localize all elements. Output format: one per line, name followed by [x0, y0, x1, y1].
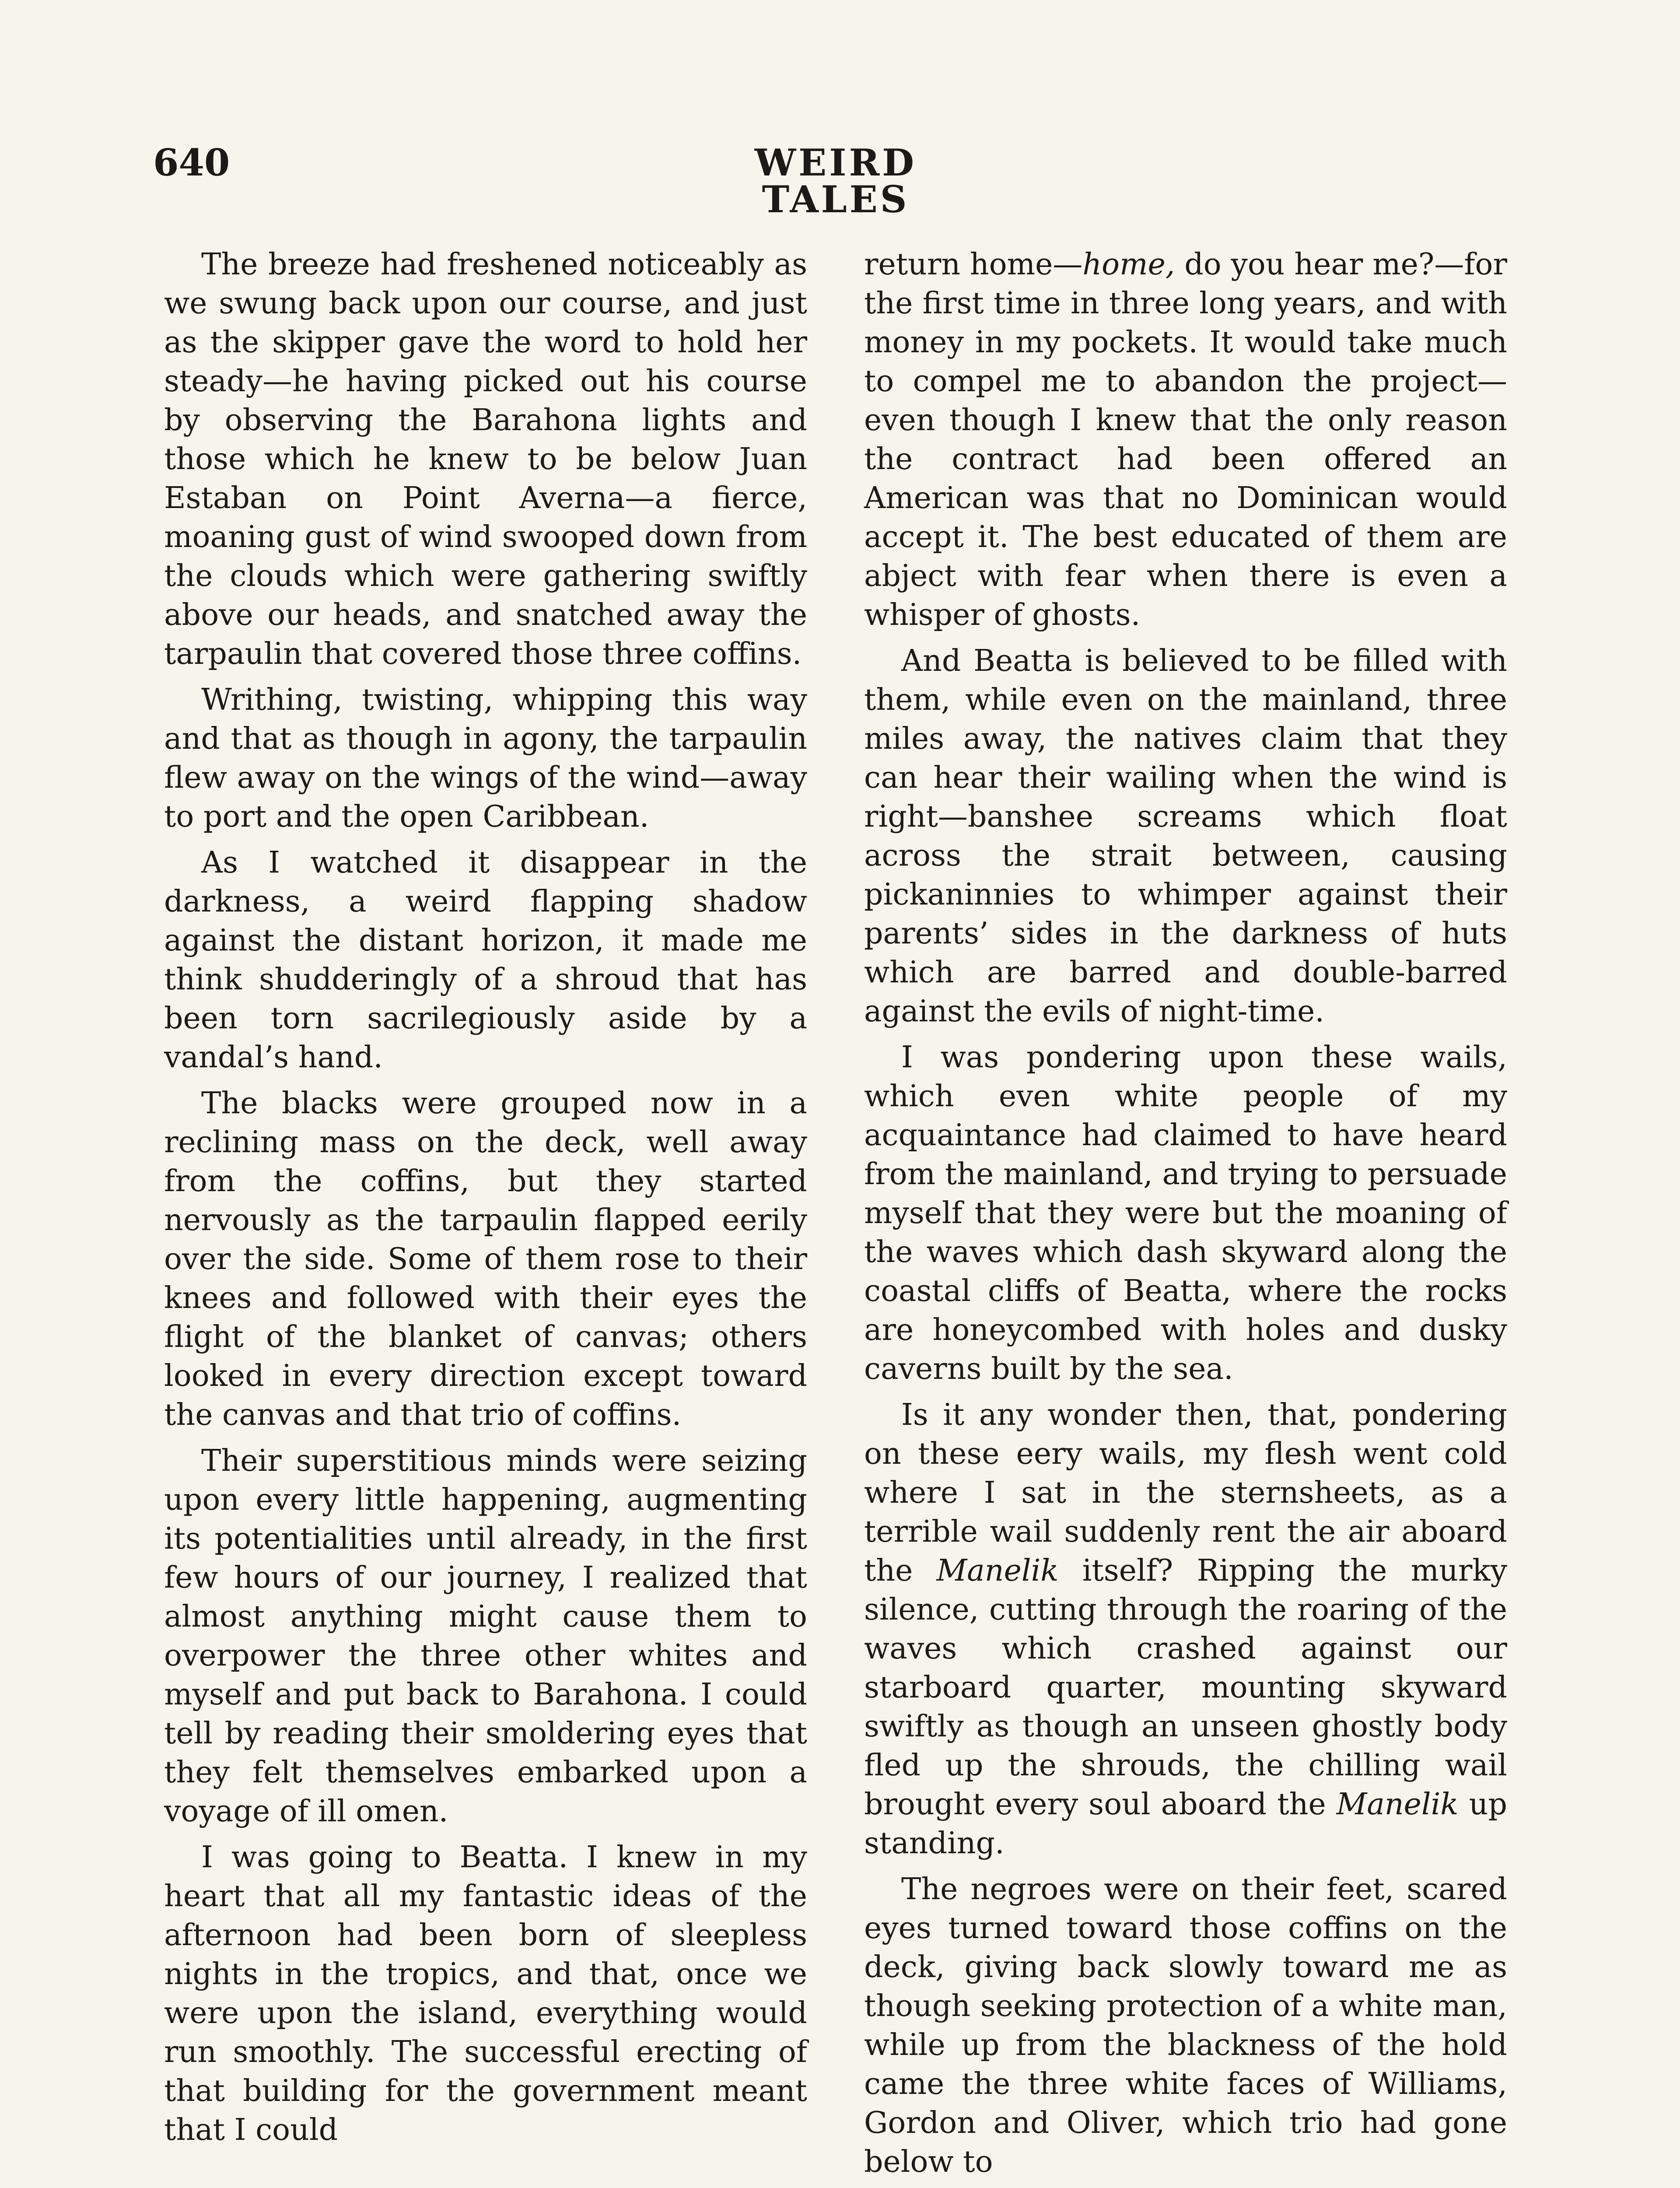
paragraph-continued — [864, 245, 1507, 635]
text-run: up standing. — [864, 1787, 1507, 1861]
paragraph: The breeze had freshened noticeably as we swung back upon our course, and just as the skipper gave the word to hold her steady—he having picked out his course by observing the Barahona lights and those which he knew to be below Juan Estaban on Point Averna—a fierce, moaning gust of wind swooped down from the clouds which were gathering swiftly above our heads, and snatched away the tarpaulin that covered those three coffins. — [164, 247, 807, 671]
paragraph: The blacks were grouped now in a reclining mass on the deck, well away from the coffins, but they started nervously as the tarpaulin flapped eerily over the side. Some of them rose to their knees and followed with their eyes the flight of the blanket of canvas; others looked in every direction except toward the canvas and that trio of coffins. — [164, 1086, 807, 1432]
emphasis-home: home, — [1082, 247, 1175, 282]
right-column — [864, 245, 1507, 2188]
paragraph: And Beatta is believed to be filled with them, while even on the mainland, three miles away, the natives claim that they can hear their wailing when the wind is right—banshee screams which float across the strait between, causing pickaninnies to whimper against their parents’ sides in the darkness of huts which are barred and double-barred against the evils of night-time. — [864, 644, 1507, 1029]
text-run: itself? Ripping the murky silence, cutting through the roaring of the waves which crashed against our starboard quarter, mounting skyward swiftly as though an unseen ghostly body fled up the shrouds, the chilling wail brought every soul aboard the — [864, 1553, 1507, 1822]
paragraph: As I watched it disappear in the darkness, a weird flapping shadow against the distant horizon, it made me think shudderingly of a shroud that has been torn sacrilegiously aside by a vandal’s hand. — [164, 845, 807, 1075]
text-run: Is it any wonder then, that, pondering on these eery wails, my flesh went cold where I sat in the sternsheets, as a terrible wail suddenly rent the air aboard the — [864, 1398, 1507, 1588]
left-column — [164, 245, 807, 2156]
paragraph: The negroes were on their feet, scared eyes turned toward those coffins on the deck, giving back slowly toward me as though seeking protection of a white man, while up from the blackness of the hold came the three white faces of Williams, Gordon and Oliver, which trio had gone below to — [864, 1872, 1507, 2179]
paragraph: I was pondering upon these wails, which even white people of my acquaintance had claimed to have heard from the mainland, and trying to persuade myself that they were but the moaning of the waves which dash skyward along the coastal cliffs of Beatta, where the rocks are honeycombed with holes and dusky caverns built by the sea. — [864, 1040, 1507, 1386]
ship-name: Manelik — [1336, 1787, 1459, 1822]
paragraph: I was going to Beatta. I knew in my heart that all my fantastic ideas of the afternoon had been born of sleepless nights in the tropics, and that, once we were upon the island, everything would run smoothly. The successful erecting of that building for the government meant that I could — [164, 1840, 807, 2147]
ship-name: Manelik — [936, 1553, 1059, 1588]
paragraph: Their superstitious minds were seizing upon every little happening, augmenting its potentialities until already, in the first few hours of our journey, I realized that almost anything might cause them to overpower the three other whites and myself and put back to Barahona. I could tell by reading their smoldering eyes that they felt themselves embarked upon a voyage of ill omen. — [164, 1444, 807, 1829]
text-run: return home— — [864, 247, 1083, 282]
paragraph: Writhing, twisting, whipping this way and that as though in agony, the tarpaulin flew away on the wings of the wind—away to port and the open Caribbean. — [164, 683, 807, 834]
paragraph — [864, 1396, 1507, 1863]
running-title: WEIRD TALES — [754, 141, 917, 221]
text-run: do you hear me?—for the first time in three long years, and with money in my pockets. It would take much to compel me to abandon the project—even though I knew that the only reason the contract had been offered an American was that no Dominican would accept it. The best educated of them are abject with fear when there is even a whisper of ghosts. — [864, 247, 1507, 632]
page-number: 640 — [153, 141, 230, 184]
